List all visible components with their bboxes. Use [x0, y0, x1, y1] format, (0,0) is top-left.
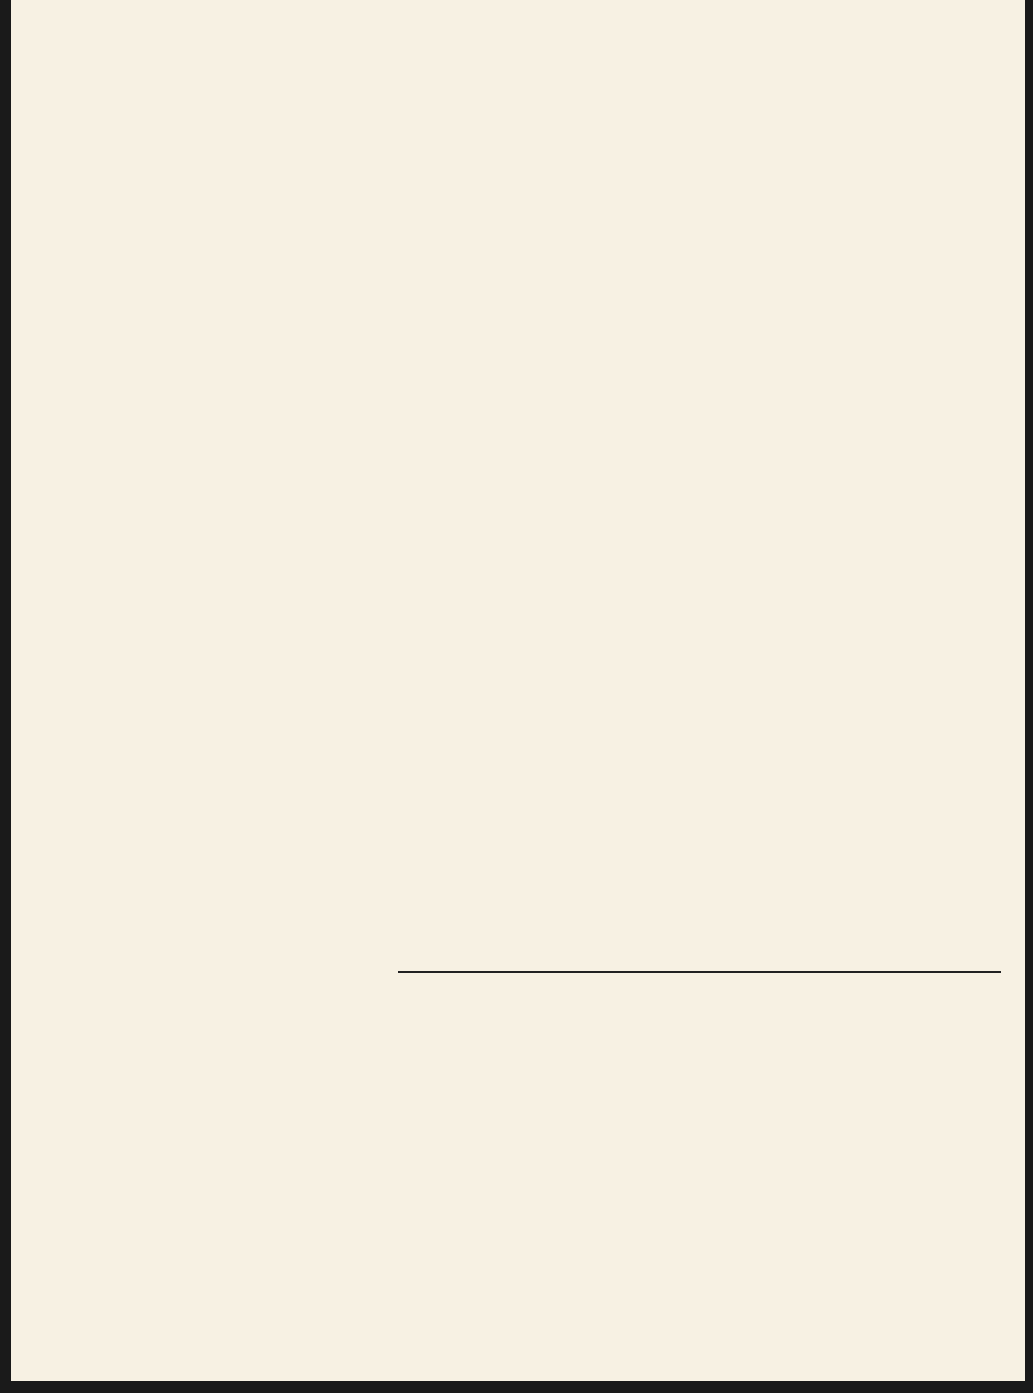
page-footer	[78, 1330, 88, 1352]
middle-bottom-column	[400, 1003, 690, 1025]
left-column	[96, 48, 382, 68]
horizontal-divider	[398, 971, 1001, 973]
magazine-page	[11, 0, 1025, 1381]
